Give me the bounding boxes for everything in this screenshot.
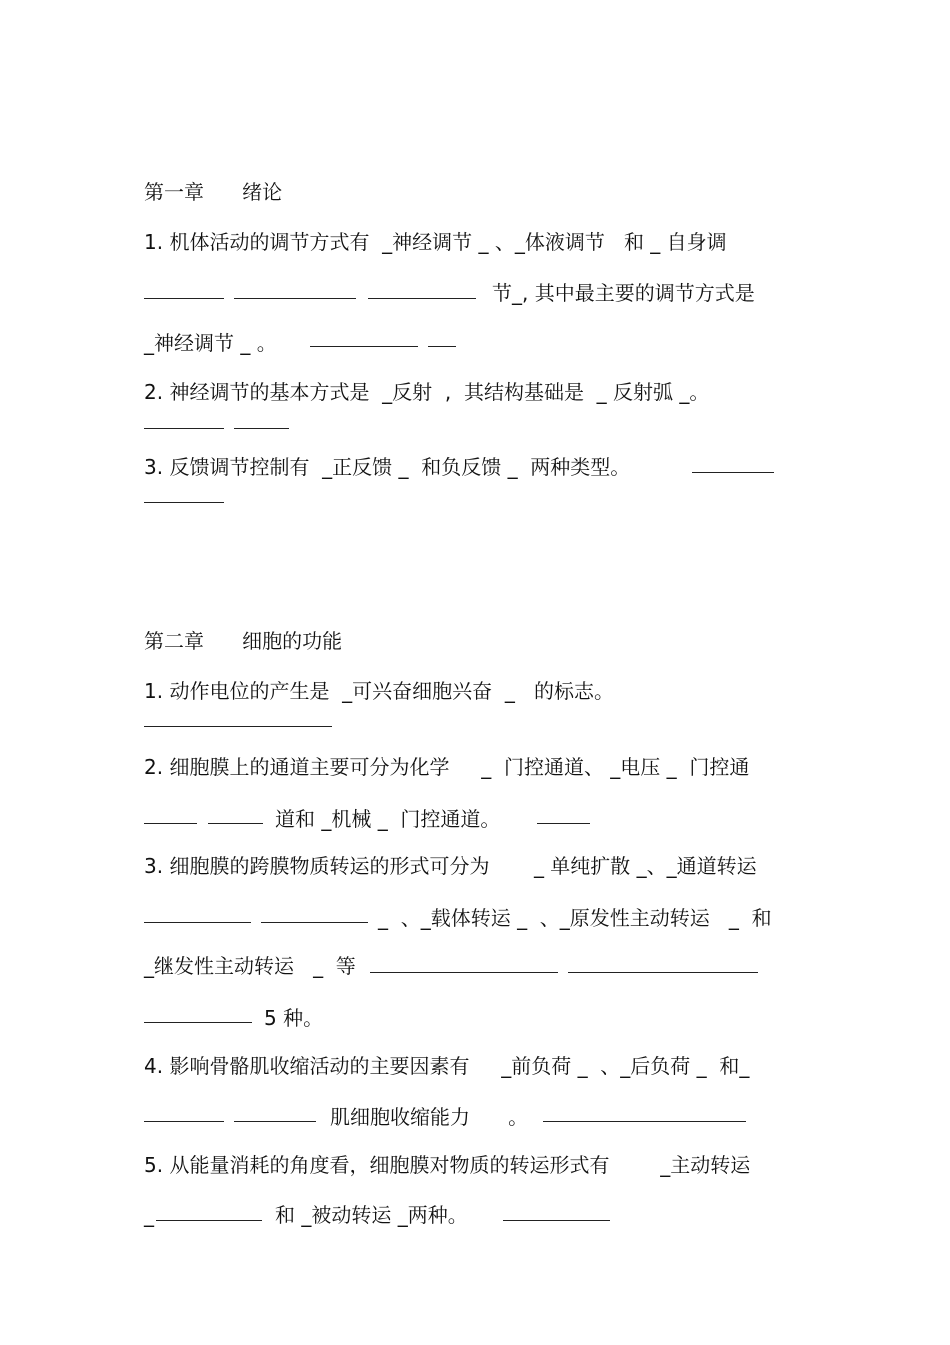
blank-line [370, 972, 558, 973]
blank-line [144, 428, 224, 429]
ch2-q4-line2: 肌细胞收缩能力 。 [330, 1105, 529, 1129]
blank-line [156, 1220, 262, 1221]
blank-line [261, 922, 368, 923]
blank-line [144, 1121, 224, 1122]
blank-line [368, 298, 476, 299]
ch2-q3-line3: _继发性主动转运 _ 等 [144, 954, 356, 978]
blank-line [537, 823, 590, 824]
ch1-q1-line3: _神经调节 _ 。 [144, 331, 277, 355]
ch2-q5-line1: 5. 从能量消耗的角度看，细胞膜对物质的转运形式有 _主动转运 [144, 1153, 751, 1177]
blank-line [144, 298, 224, 299]
ch2-q2-line2: 道和 _机械 _ 门控通道。 [275, 807, 501, 831]
blank-line [144, 922, 251, 923]
blank-line [144, 726, 332, 727]
blank-line [543, 1121, 746, 1122]
ch1-q1-line2: 节_, 其中最主要的调节方式是 [492, 281, 755, 305]
blank-line [144, 1022, 252, 1023]
blank-line [144, 502, 224, 503]
ch2-q5-underscore: _ [144, 1203, 154, 1227]
chapter-2-title: 第二章 细胞的功能 [144, 629, 343, 653]
blank-line [310, 346, 418, 347]
blank-line [568, 972, 758, 973]
ch2-q3-line4: 5 种。 [264, 1006, 324, 1030]
blank-line [234, 428, 289, 429]
ch1-q3-line1: 3. 反馈调节控制有 _正反馈 _ 和负反馈 _ 两种类型。 [144, 455, 631, 479]
chapter-1-title: 第一章 绪论 [144, 180, 283, 204]
ch2-q5-line2: 和 _被动转运 _两种。 [275, 1203, 468, 1227]
ch2-q2-line1: 2. 细胞膜上的通道主要可分为化学 _ 门控通道、 _电压 _ 门控通 [144, 755, 750, 779]
blank-line [503, 1220, 610, 1221]
ch2-q3-line2: _ 、_载体转运 _ 、_原发性主动转运 _ 和 [378, 906, 772, 930]
blank-line [692, 472, 774, 473]
ch1-q1-line1: 1. 机体活动的调节方式有 _神经调节 _ 、_体液调节 和 _ 自身调 [144, 230, 727, 254]
ch2-q4-line1: 4. 影响骨骼肌收缩活动的主要因素有 _前负荷 _ 、_后负荷 _ 和_ [144, 1054, 750, 1078]
blank-line [234, 298, 356, 299]
blank-line [428, 346, 456, 347]
blank-line [234, 1121, 316, 1122]
ch1-q2-line1: 2. 神经调节的基本方式是 _反射 , 其结构基础是 _ 反射弧 _。 [144, 380, 710, 404]
ch2-q3-line1: 3. 细胞膜的跨膜物质转运的形式可分为 _ 单纯扩散 _、_通道转运 [144, 854, 757, 878]
blank-line [208, 823, 263, 824]
blank-line [144, 823, 197, 824]
ch2-q1-line1: 1. 动作电位的产生是 _可兴奋细胞兴奋 _ 的标志。 [144, 679, 614, 703]
